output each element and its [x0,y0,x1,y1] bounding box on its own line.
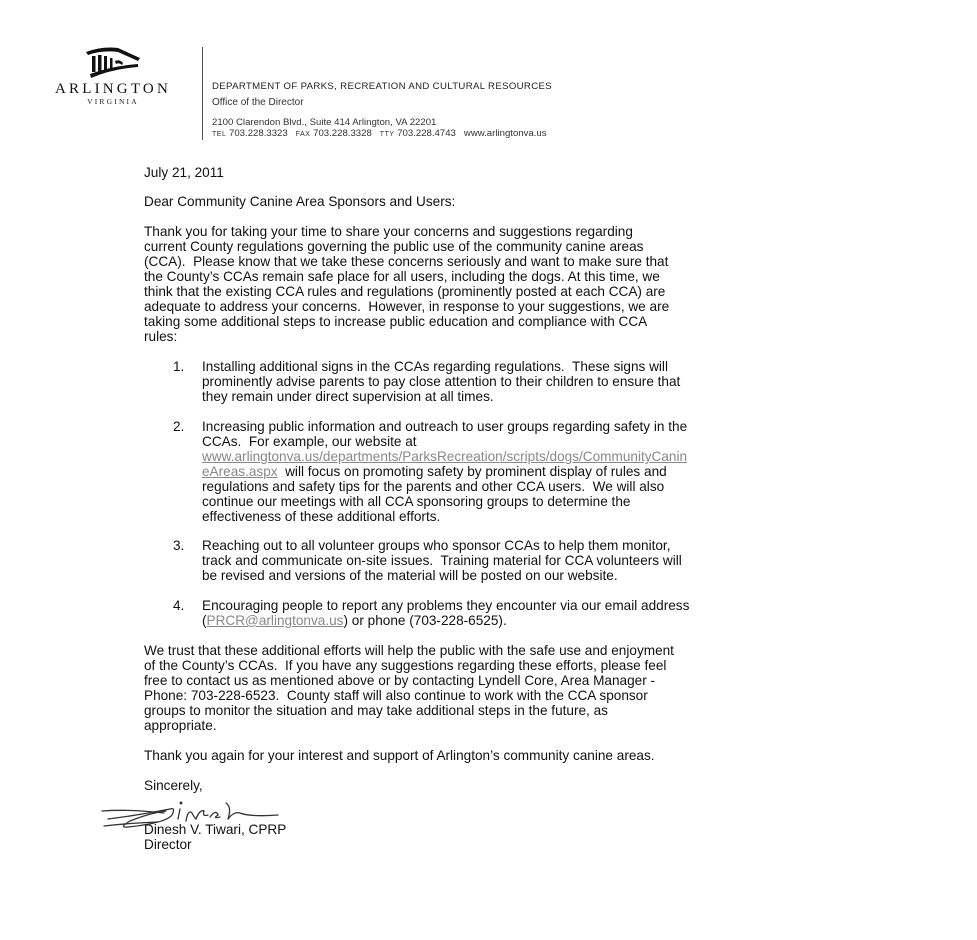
logo-subtext: VIRGINIA [87,97,139,106]
closing-paragraph: We trust that these additional efforts will help the public with the safe use and enjoyment of the County’s CCAs. If you have any suggestions regarding these efforts, please feel free to contact us as mentioned above or by contacting Lyndell Core, Area Manager - Phone: 703-228-6523. County staff will also continue to work with the CCA sponsor groups to monitor the situation and may take additional steps in the future, as appropriate. [144,643,674,733]
email-link[interactable]: PRCR@arlingtonva.us [206,613,344,628]
closing-thanks: Thank you again for your interest and support of Arlington’s community canine areas. [144,748,655,763]
list-text-before: Increasing public information and outreach to user groups regarding safety in the CCAs. For example, our website at [202,419,688,449]
list-text-before: Encouraging people to report any problems they encounter via our email address ( [202,598,690,628]
signer-title: Director [144,837,192,852]
list-text-after: ) or phone (703-228-6525). [343,613,507,628]
address: 2100 Clarendon Blvd., Suite 414 Arlington, VA 22201 [212,117,437,128]
fax-number: 703.228.3328 [313,128,372,139]
signer-name: Dinesh V. Tiwari, CPRP [144,822,287,837]
fax-label: FAX [295,131,311,138]
list-item [173,419,688,524]
list-text: Installing additional signs in the CCAs regarding regulations. These signs will prominently advise parents to pay close attention to their children to ensure that they remain under direct supervision at all times. [202,359,681,404]
arlington-logo-icon [82,44,142,82]
office-name: Office of the Director [212,97,304,108]
list-number: 2. [173,419,185,434]
website-link[interactable]: www.arlingtonva.us/departments/ParksRecreation/scripts/dogs/CommunityCanin [202,449,688,464]
contact-line [212,128,547,139]
list-item [173,359,681,404]
list-item [173,598,690,643]
website-link-continued[interactable]: eAreas.aspx [202,464,278,479]
list-number: 4. [173,598,185,613]
list-number: 3. [173,538,185,553]
intro-paragraph: Thank you for taking your time to share your concerns and suggestions regarding current County regulations governing the public use of the community canine areas (CCA). Please know that we take these concerns seriously and want to make sure that the County’s CCAs remain safe place for all users, including the dogs. At this time, we think that the existing CCA rules and regulations (prominently posted at each CCA) are adequate to address your concerns. However, in response to your suggestions, we are taking some additional steps to increase public education and compliance with CCA rules: [144,224,670,344]
list-item [173,538,682,583]
letterhead-divider [202,47,203,140]
tty-number: 703.228.4743 [397,128,456,139]
salutation: Dear Community Canine Area Sponsors and Users: [144,194,456,209]
list-number: 1. [173,359,185,374]
website[interactable]: www.arlingtonva.us [463,128,547,139]
list-text [202,598,689,628]
tty-label: TTY [379,131,395,138]
tel-number: 703.228.3323 [229,128,288,139]
department-name: DEPARTMENT OF PARKS, RECREATION AND CULTURAL RESOURCES [212,81,552,92]
list-text: Reaching out to all volunteer groups who sponsor CCAs to help them monitor, track and communicate on-site issues. Training material for CCA volunteers will be revised and versions of the material will be posted on our website. [202,538,682,583]
list-text-after: will focus on promoting safety by prominent display of rules and regulations and safety tips for the parents and other CCA users. We will also continue our meetings with all CCA sponsoring groups to determine the effectiveness of these additional efforts. [202,464,667,524]
list-text [202,419,687,524]
closing: Sincerely, [144,778,203,793]
letter-date: July 21, 2011 [144,165,224,180]
tel-label: TEL [212,131,227,138]
logo-wordmark: ARLINGTON [54,81,172,97]
